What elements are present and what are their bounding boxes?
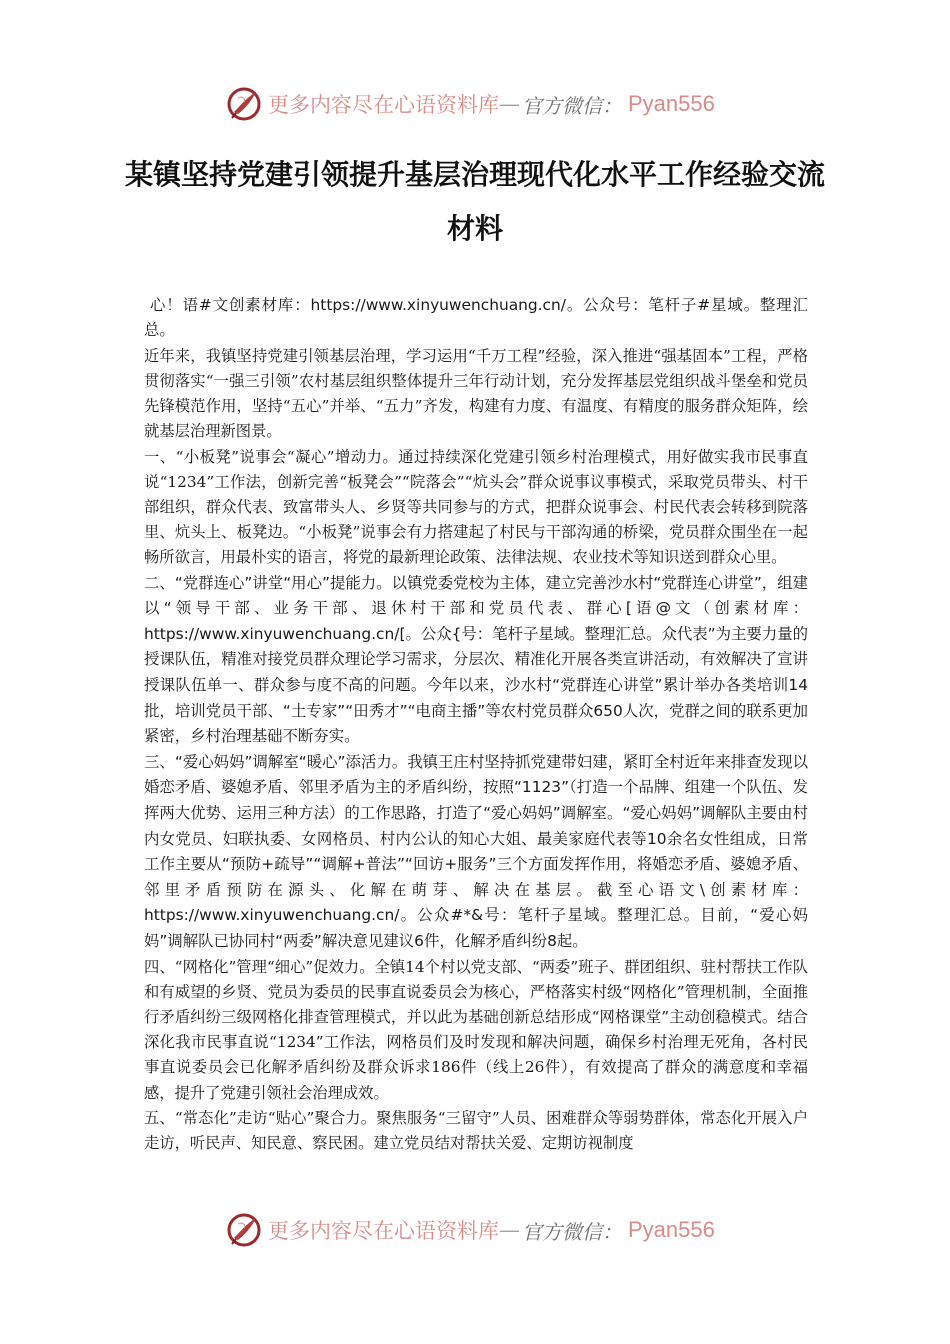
banner-wechat-label: 官方微信： bbox=[522, 93, 622, 118]
paragraph-section-5: 五、“常态化”走访“贴心”聚合力。聚焦服务“三留守”人员、困难群众等弱势群体，常态化开展入户走访，听民声、知民意、察民困。建立党员结对帮扶关爱、定期访视制度 bbox=[144, 1108, 808, 1152]
banner-dash: — bbox=[499, 1218, 520, 1242]
document-body bbox=[144, 293, 808, 1156]
paragraph-section-2: 二、“党群连心”讲堂“用心”提能力。以镇党委党校为主体，建立完善沙水村“党群连心讲堂”，组建以“领导干部、业务干部、退休村干部和党员代表、群心[语@文（创素材库：https://www.xinyuwenchuang.cn/[。公众{号：笔杆子星域。整理汇总。众代表”为主要力量的授课队伍，精准对接党员群众理论学习需求，分层次、精准化开展各类宣讲活动，有效解决了宣讲授课队伍单一、群众参与度不高的问题。今年以来，沙水村“党群连心讲堂”累计举办各类培训14批，培训党员干部、“土专家”“田秀才”“电商主播”等农村党员群众650人次，党群之间的联系更加紧密，乡村治理基础不断夯实。 bbox=[144, 573, 808, 746]
banner-dash: — bbox=[499, 92, 520, 116]
banner-wechat-id: Pyan556 bbox=[628, 91, 715, 116]
banner-main-text: 更多内容尽在心语资料库 bbox=[268, 1219, 499, 1243]
paragraph-intro: 近年来，我镇坚持党建引领基层治理，学习运用“千万工程”经验，深入推进“强基固本”工程，严格贯彻落实“一强三引领”农村基层组织整体提升三年行动计划，充分发挥基层党组织战斗堡垒和党员先锋模范作用，坚持“五心”并举、“五力”齐发，构建有力度、有温度、有精度的服务群众矩阵，绘就基层治理新图景。 bbox=[144, 346, 808, 441]
document-title: 某镇坚持党建引领提升基层治理现代化水平工作经验交流材料 bbox=[124, 158, 825, 245]
quill-pen-logo-icon bbox=[226, 86, 262, 122]
paragraph-watermark-intro: 心！语#文创素材库：https://www.xinyuwenchuang.cn/。公众号：笔杆子#星域。整理汇总。 bbox=[144, 296, 808, 340]
footer-banner bbox=[226, 1208, 726, 1252]
paragraph-section-1: 一、“小板凳”说事会“凝心”增动力。通过持续深化党建引领乡村治理模式，用好做实我市民事直说“1234”工作法，创新完善“板凳会”“院落会”“炕头会”群众说事议事模式，采取党员带头、村干部组织，群众代表、致富带头人、乡贤等共同参与的方式，把群众说事会、村民代表会转移到院落里、炕头上、板凳边。“小板凳”说事会有力搭建起了村民与干部沟通的桥梁，党员群众围坐在一起畅所欲言，用最朴实的语言，将党的最新理论政策、法律法规、农业技术等知识送到群众心里。 bbox=[144, 447, 808, 567]
banner-wechat-label: 官方微信： bbox=[522, 1219, 622, 1244]
quill-pen-logo-icon bbox=[226, 1212, 262, 1248]
header-banner bbox=[226, 82, 726, 126]
paragraph-section-4: 四、“网格化”管理“细心”促效力。全镇14个村以党支部、“两委”班子、群团组织、驻村帮扶工作队和有威望的乡贤、党员为委员的民事直说委员会为核心，严格落实村级“网格化”管理机制，全面推行矛盾纠纷三级网格化排查管理模式，并以此为基础创新总结形成“网格课堂”主动创稳模式。结合深化我市民事直说“1234”工作法，网格员们及时发现和解决问题，确保乡村治理无死角，各村民事直说委员会已化解矛盾纠纷及群众诉求186件（线上26件），有效提高了群众的满意度和幸福感，提升了党建引领社会治理成效。 bbox=[144, 957, 808, 1102]
banner-main-text: 更多内容尽在心语资料库 bbox=[268, 93, 499, 117]
paragraph-section-3: 三、“爱心妈妈”调解室“暖心”添活力。我镇王庄村坚持抓党建带妇建，紧盯全村近年来排查发现以婚恋矛盾、婆媳矛盾、邻里矛盾为主的矛盾纠纷，按照“1123”（打造一个品牌、组建一个队伍、发挥两大优势、运用三种方法）的工作思路，打造了“爱心妈妈”调解室。“爱心妈妈”调解队主要由村内女党员、妇联执委、女网格员、村内公认的知心大姐、最美家庭代表等10余名女性组成，日常工作主要从“预防+疏导”“调解+普法”“回访+服务”三个方面发挥作用，将婚恋矛盾、婆媳矛盾、邻里矛盾预防在源头、化解在萌芽、解决在基层。截至心语文\创素材库：https://www.xinyuwenchuang.cn/。公众#*&号：笔杆子星域。整理汇总。目前，“爱心妈妈”调解队已协同村“两委”解决意见建议6件，化解矛盾纠纷8起。 bbox=[144, 752, 808, 950]
banner-wechat-id: Pyan556 bbox=[628, 1217, 715, 1242]
